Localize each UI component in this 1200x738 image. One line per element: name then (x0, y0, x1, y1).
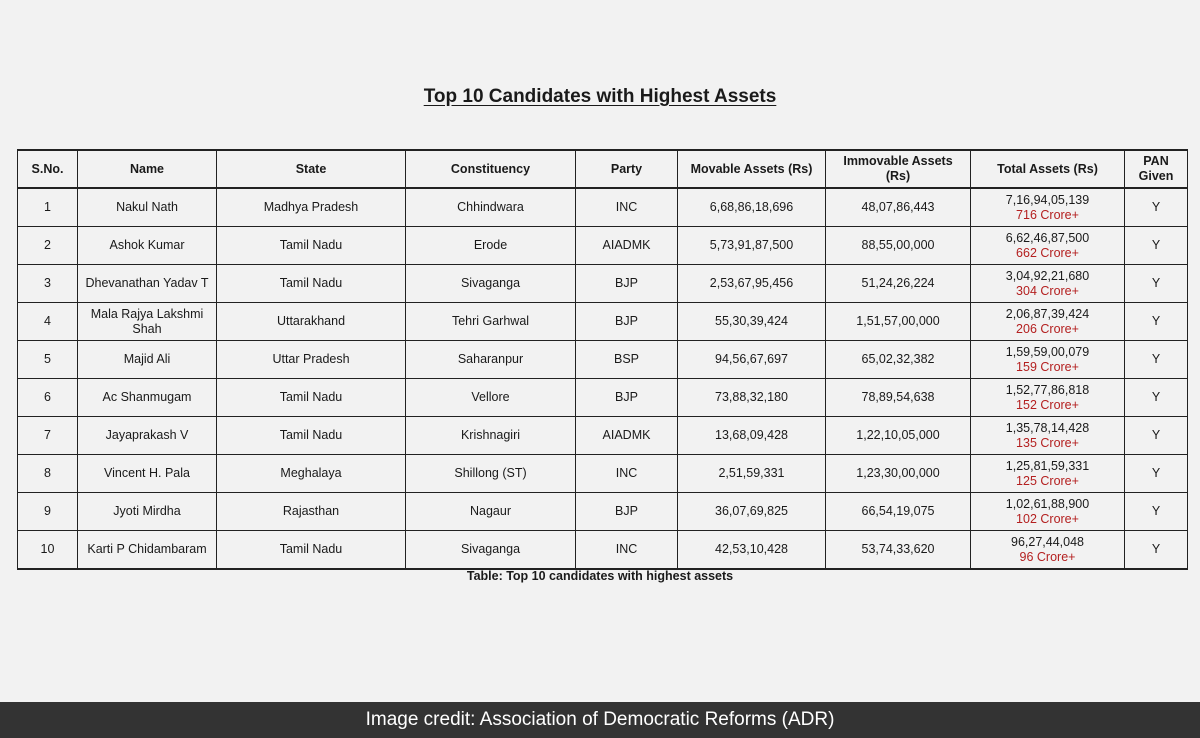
cell-pan: Y (1125, 303, 1188, 341)
total-assets-value: 1,02,61,88,900 (1005, 496, 1090, 511)
total-assets-crore: 206 Crore+ (1016, 321, 1079, 336)
table-row (18, 455, 1188, 493)
image-credit-text: Image credit: Association of Democratic Reforms (ADR) (365, 709, 835, 730)
header-constituency: Constituency (406, 150, 576, 188)
table-row (18, 341, 1188, 379)
cell-party: AIADMK (576, 417, 678, 455)
cell-name: Jyoti Mirdha (78, 493, 217, 531)
cell-pan: Y (1125, 493, 1188, 531)
cell-name: Jayaprakash V (78, 417, 217, 455)
cell-constituency: Sivaganga (406, 265, 576, 303)
cell-constituency: Erode (406, 227, 576, 265)
table-row (18, 188, 1188, 227)
total-assets-value: 1,52,77,86,818 (1005, 382, 1090, 397)
table-header-row (18, 150, 1188, 188)
cell-pan: Y (1125, 227, 1188, 265)
cell-pan: Y (1125, 265, 1188, 303)
total-assets-value: 3,04,92,21,680 (1005, 268, 1090, 283)
cell-constituency: Vellore (406, 379, 576, 417)
header-movable: Movable Assets (Rs) (678, 150, 826, 188)
cell-name: Ac Shanmugam (78, 379, 217, 417)
total-assets-value: 2,06,87,39,424 (1005, 306, 1090, 321)
cell-immovable: 65,02,32,382 (826, 341, 971, 379)
cell-total (971, 188, 1125, 227)
cell-constituency: Chhindwara (406, 188, 576, 227)
total-assets-crore: 716 Crore+ (1016, 207, 1079, 222)
cell-state: Uttarakhand (217, 303, 406, 341)
cell-total (971, 227, 1125, 265)
header-party: Party (576, 150, 678, 188)
cell-sno: 6 (18, 379, 78, 417)
cell-pan: Y (1125, 341, 1188, 379)
cell-state: Uttar Pradesh (217, 341, 406, 379)
cell-state: Tamil Nadu (217, 531, 406, 570)
cell-pan: Y (1125, 531, 1188, 570)
cell-pan: Y (1125, 188, 1188, 227)
cell-constituency: Saharanpur (406, 341, 576, 379)
cell-immovable: 1,23,30,00,000 (826, 455, 971, 493)
cell-party: BSP (576, 341, 678, 379)
total-assets-crore: 159 Crore+ (1016, 359, 1079, 374)
total-assets-crore: 152 Crore+ (1016, 397, 1079, 412)
cell-immovable: 48,07,86,443 (826, 188, 971, 227)
cell-name: Majid Ali (78, 341, 217, 379)
cell-sno: 8 (18, 455, 78, 493)
cell-immovable: 1,22,10,05,000 (826, 417, 971, 455)
cell-immovable: 66,54,19,075 (826, 493, 971, 531)
cell-name: Mala Rajya Lakshmi Shah (78, 303, 217, 341)
cell-sno: 5 (18, 341, 78, 379)
total-assets-crore: 125 Crore+ (1016, 473, 1079, 488)
total-assets-value: 7,16,94,05,139 (1005, 192, 1090, 207)
total-assets-crore: 96 Crore+ (1019, 549, 1076, 564)
cell-party: AIADMK (576, 227, 678, 265)
header-name: Name (78, 150, 217, 188)
cell-movable: 5,73,91,87,500 (678, 227, 826, 265)
cell-movable: 2,51,59,331 (678, 455, 826, 493)
header-immovable: Immovable Assets (Rs) (826, 150, 971, 188)
cell-total (971, 265, 1125, 303)
cell-sno: 2 (18, 227, 78, 265)
image-credit-bar (0, 702, 1200, 738)
table-caption: Table: Top 10 candidates with highest assets (466, 569, 734, 583)
assets-table (17, 149, 1188, 570)
cell-movable: 6,68,86,18,696 (678, 188, 826, 227)
cell-movable: 94,56,67,697 (678, 341, 826, 379)
cell-immovable: 78,89,54,638 (826, 379, 971, 417)
cell-sno: 3 (18, 265, 78, 303)
cell-movable: 13,68,09,428 (678, 417, 826, 455)
cell-total (971, 493, 1125, 531)
cell-total (971, 531, 1125, 570)
cell-party: BJP (576, 493, 678, 531)
page-title-text: Top 10 Candidates with Highest Assets (423, 86, 777, 107)
cell-movable: 73,88,32,180 (678, 379, 826, 417)
cell-state: Meghalaya (217, 455, 406, 493)
cell-name: Vincent H. Pala (78, 455, 217, 493)
cell-name: Karti P Chidambaram (78, 531, 217, 570)
cell-party: BJP (576, 265, 678, 303)
cell-constituency: Krishnagiri (406, 417, 576, 455)
cell-name: Dhevanathan Yadav T (78, 265, 217, 303)
table-body (18, 188, 1188, 569)
table-row (18, 531, 1188, 570)
cell-state: Madhya Pradesh (217, 188, 406, 227)
total-assets-crore: 135 Crore+ (1016, 435, 1079, 450)
total-assets-value: 1,35,78,14,428 (1005, 420, 1090, 435)
cell-total (971, 455, 1125, 493)
table-row (18, 303, 1188, 341)
cell-total (971, 303, 1125, 341)
cell-constituency: Tehri Garhwal (406, 303, 576, 341)
total-assets-value: 96,27,44,048 (1011, 534, 1084, 549)
cell-movable: 42,53,10,428 (678, 531, 826, 570)
cell-state: Tamil Nadu (217, 379, 406, 417)
cell-sno: 10 (18, 531, 78, 570)
cell-name: Nakul Nath (78, 188, 217, 227)
cell-constituency: Shillong (ST) (406, 455, 576, 493)
cell-movable: 36,07,69,825 (678, 493, 826, 531)
cell-total (971, 341, 1125, 379)
header-sno: S.No. (18, 150, 78, 188)
cell-state: Tamil Nadu (217, 417, 406, 455)
header-pan: PAN Given (1125, 150, 1188, 188)
cell-constituency: Nagaur (406, 493, 576, 531)
cell-state: Tamil Nadu (217, 265, 406, 303)
cell-sno: 1 (18, 188, 78, 227)
page-title (0, 86, 1200, 108)
table-row (18, 227, 1188, 265)
total-assets-crore: 662 Crore+ (1016, 245, 1079, 260)
cell-state: Rajasthan (217, 493, 406, 531)
cell-immovable: 51,24,26,224 (826, 265, 971, 303)
total-assets-value: 1,25,81,59,331 (1005, 458, 1090, 473)
total-assets-value: 6,62,46,87,500 (1005, 230, 1090, 245)
cell-total (971, 417, 1125, 455)
cell-sno: 9 (18, 493, 78, 531)
table-row (18, 265, 1188, 303)
total-assets-value: 1,59,59,00,079 (1005, 344, 1090, 359)
cell-sno: 4 (18, 303, 78, 341)
cell-constituency: Sivaganga (406, 531, 576, 570)
header-state: State (217, 150, 406, 188)
cell-party: INC (576, 531, 678, 570)
table-row (18, 417, 1188, 455)
cell-party: BJP (576, 303, 678, 341)
cell-party: INC (576, 188, 678, 227)
cell-movable: 2,53,67,95,456 (678, 265, 826, 303)
total-assets-crore: 102 Crore+ (1016, 511, 1079, 526)
cell-party: BJP (576, 379, 678, 417)
cell-name: Ashok Kumar (78, 227, 217, 265)
cell-movable: 55,30,39,424 (678, 303, 826, 341)
cell-total (971, 379, 1125, 417)
cell-party: INC (576, 455, 678, 493)
cell-immovable: 1,51,57,00,000 (826, 303, 971, 341)
cell-pan: Y (1125, 379, 1188, 417)
header-total: Total Assets (Rs) (971, 150, 1125, 188)
cell-sno: 7 (18, 417, 78, 455)
cell-immovable: 53,74,33,620 (826, 531, 971, 570)
cell-pan: Y (1125, 455, 1188, 493)
total-assets-crore: 304 Crore+ (1016, 283, 1079, 298)
cell-state: Tamil Nadu (217, 227, 406, 265)
table-row (18, 493, 1188, 531)
table-row (18, 379, 1188, 417)
cell-immovable: 88,55,00,000 (826, 227, 971, 265)
cell-pan: Y (1125, 417, 1188, 455)
